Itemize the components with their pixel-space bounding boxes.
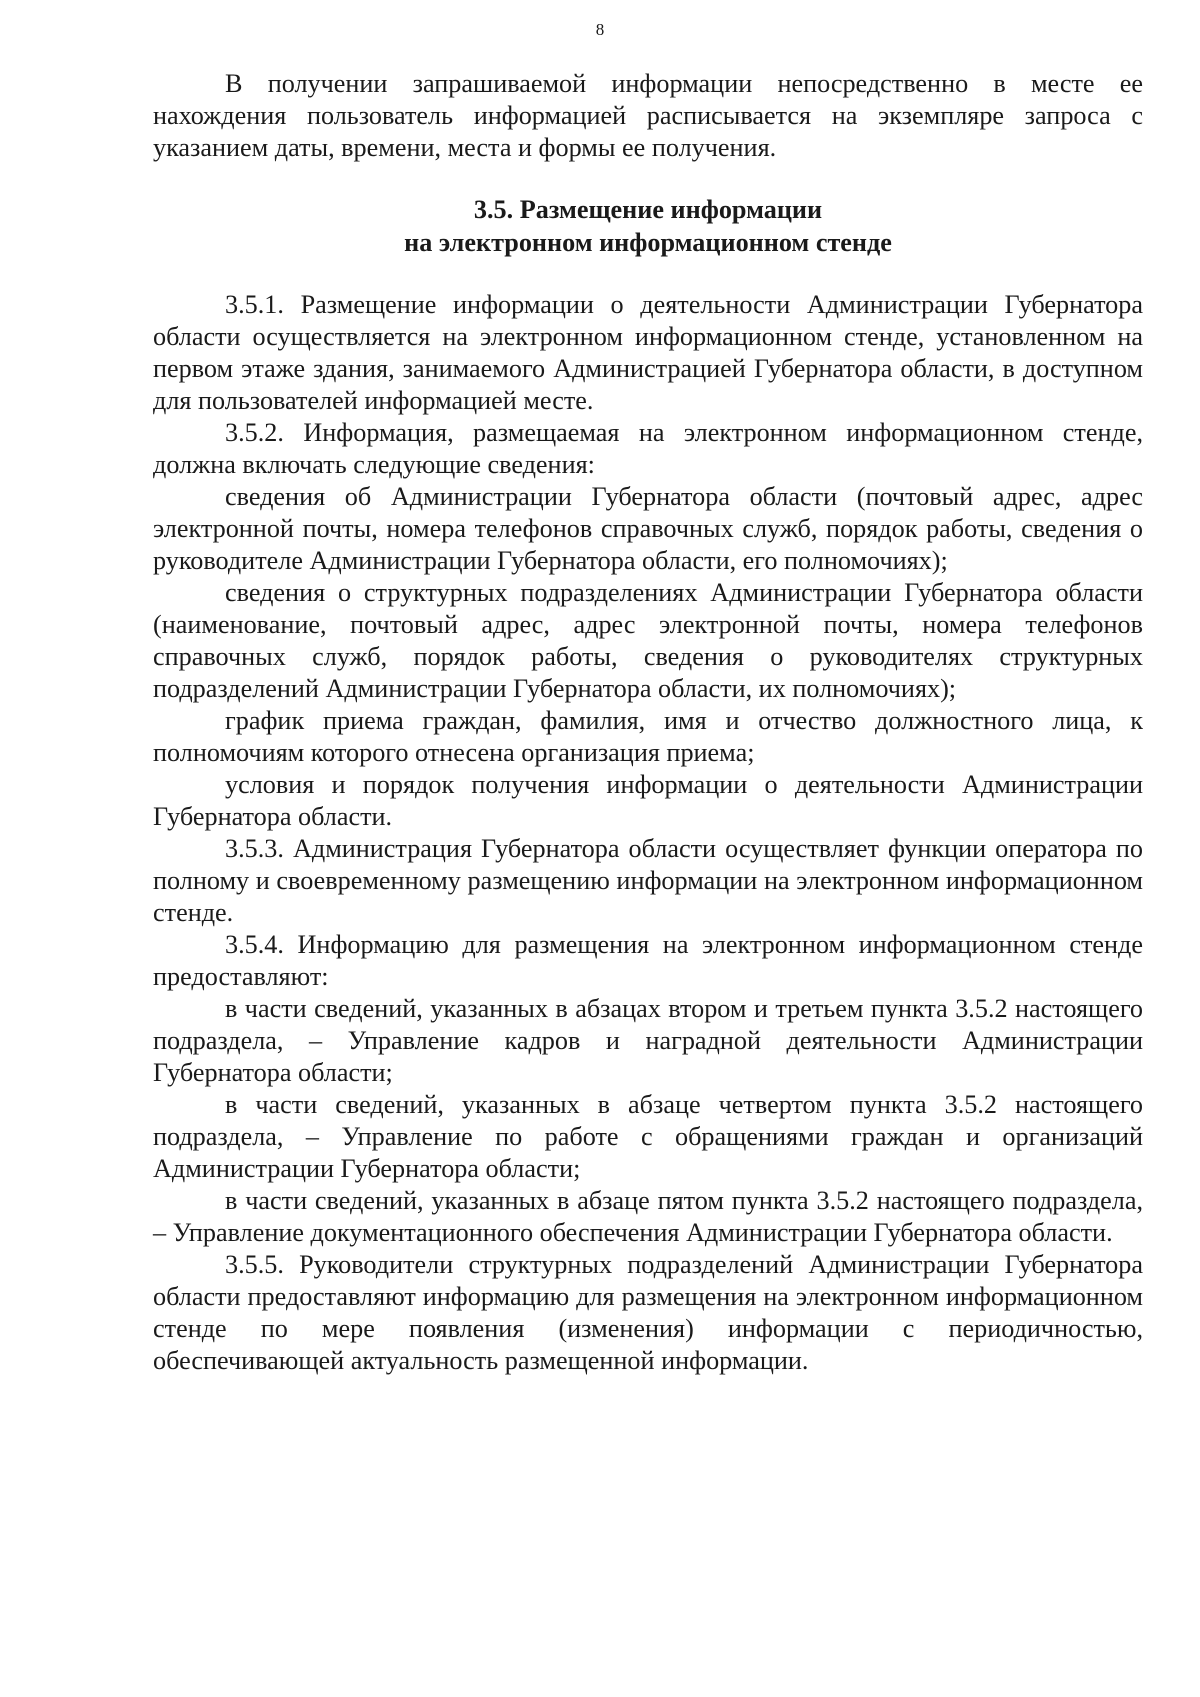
paragraph-3-5-2-item-governor-admin: сведения об Администрации Губернатора области (почтовый адрес, адрес электронной почты, номера телефонов справочных служб, порядок работы, сведения о руководителе Администрации Губернатора области, его полномочиях); [153,482,1143,575]
section-heading-line-1: 3.5. Размещение информации [473,195,823,224]
intro-paragraph: В получении запрашиваемой информации непосредственно в месте ее нахождения пользователь информацией расписывается на экземпляре запроса с указанием даты, времени, места и формы ее получения. [153,69,1143,162]
paragraph-3-5-4-item-records: в части сведений, указанных в абзаце пятом пункта 3.5.2 настоящего подраздела, – Управление документационного обеспечения Администрации Губернатора области. [153,1186,1143,1247]
paragraph-3-5-2-item-access-conditions: условия и порядок получения информации о деятельности Администрации Губернатора области. [153,770,1143,831]
paragraph-3-5-2-item-departments: сведения о структурных подразделениях Администрации Губернатора области (наименование, почтовый адрес, адрес электронной почты, номера телефонов справочных служб, порядок работы, сведения о руководителях структурных подразделений Администрации Губернатора области, их полномочиях); [153,578,1143,703]
paragraph-3-5-2-item-reception-schedule: график приема граждан, фамилия, имя и отчество должностного лица, к полномочиям которого отнесена организация приема; [153,706,1143,767]
paragraph-3-5-4-item-appeals: в части сведений, указанных в абзаце четвертом пункта 3.5.2 настоящего подраздела, – Управление по работе с обращениями граждан и организаций Администрации Губернатора области; [153,1090,1143,1183]
paragraph-3-5-1: 3.5.1. Размещение информации о деятельности Администрации Губернатора области осуществляется на электронном информационном стенде, установленном на первом этаже здания, занимаемого Администрацией Губернатора области, в доступном для пользователей информацией месте. [153,290,1143,415]
paragraph-3-5-4-item-hr: в части сведений, указанных в абзацах втором и третьем пункта 3.5.2 настоящего подраздела, – Управление кадров и наградной деятельности Администрации Губернатора области; [153,994,1143,1087]
page-number: 8 [595,20,605,39]
paragraph-3-5-2: 3.5.2. Информация, размещаемая на электронном информационном стенде, должна включать следующие сведения: [153,418,1143,479]
section-heading-line-2: на электронном информационном стенде [404,228,892,257]
paragraph-3-5-5: 3.5.5. Руководители структурных подразделений Администрации Губернатора области предоставляют информацию для размещения на электронном информационном стенде по мере появления (изменения) информации с периодичностью, обеспечивающей актуальность размещенной информации. [153,1250,1143,1375]
document-body [153,68,1143,1377]
paragraph-3-5-4: 3.5.4. Информацию для размещения на электронном информационном стенде предоставляют: [153,930,1143,991]
paragraph-3-5-3: 3.5.3. Администрация Губернатора области осуществляет функции оператора по полному и своевременному размещению информации на электронном информационном стенде. [153,834,1143,927]
section-heading [153,193,1143,259]
